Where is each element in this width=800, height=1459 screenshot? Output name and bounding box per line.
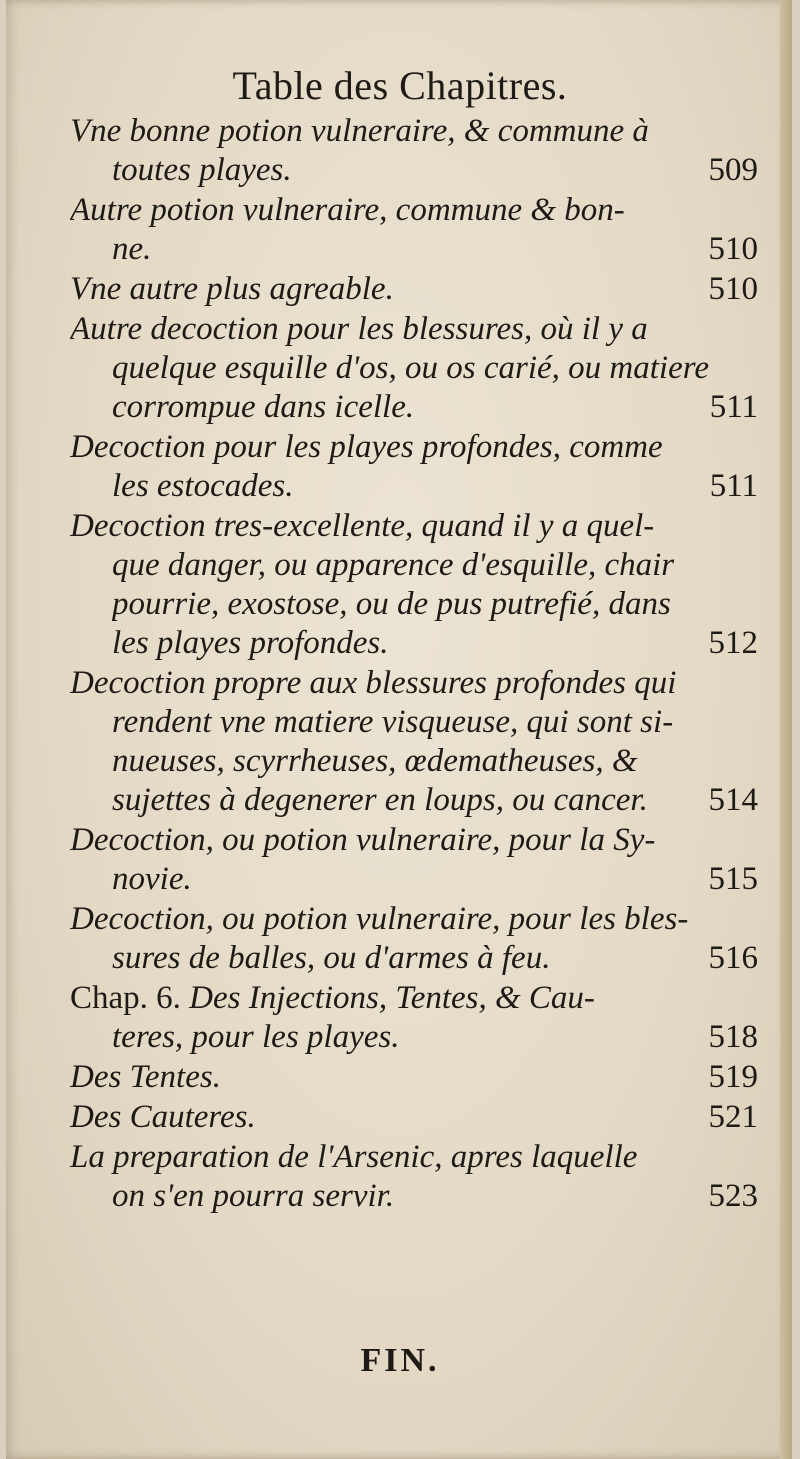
toc-entry-line <box>70 585 758 624</box>
toc-entry-line <box>70 388 758 427</box>
toc-entry <box>70 1098 758 1137</box>
page-number: 510 <box>708 231 758 267</box>
toc-entry-line <box>70 664 758 703</box>
page-number: 518 <box>708 1019 758 1055</box>
toc-entry-line <box>70 1018 758 1057</box>
toc-entry-line <box>70 467 758 506</box>
toc-entry-text: novie. <box>112 861 192 897</box>
toc-entry-text: les estocades. <box>112 468 294 504</box>
toc-entry-line <box>70 191 758 230</box>
toc-entry-line <box>70 546 758 585</box>
toc-entry-line <box>70 151 758 190</box>
toc-entry-line <box>70 979 758 1018</box>
toc-entry-line <box>70 349 758 388</box>
toc-entry-text: teres, pour les playes. <box>112 1019 400 1055</box>
toc-entry-text: Vne autre plus agreable. <box>70 271 394 307</box>
toc-entry-line <box>70 821 758 860</box>
toc-entry <box>70 821 758 899</box>
page-number: 523 <box>708 1178 758 1214</box>
toc-entry-text: Decoction pour les playes profondes, comme <box>70 429 663 465</box>
toc-entry-text: Autre potion vulneraire, commune & bon- <box>70 192 625 228</box>
toc-entry-text: Des Cauteres. <box>70 1099 256 1135</box>
page-number: 510 <box>708 271 758 307</box>
toc-entry-text: les playes profondes. <box>112 625 389 661</box>
toc-entry-text: on s'en pourra servir. <box>112 1178 395 1214</box>
toc-entry-line <box>70 507 758 546</box>
page-number: 509 <box>708 152 758 188</box>
page-number: 514 <box>708 782 758 818</box>
toc-entry-line <box>70 742 758 781</box>
toc-entry-text: Autre decoction pour les blessures, où il y a <box>70 311 648 347</box>
toc-entry-text: La preparation de l'Arsenic, apres laquelle <box>70 1139 638 1175</box>
toc-entry <box>70 112 758 190</box>
toc-entry-text: Des Tentes. <box>70 1059 221 1095</box>
toc-entry-text: sujettes à degenerer en loups, ou cancer. <box>112 782 648 818</box>
toc-entry-text: toutes playes. <box>112 152 292 188</box>
toc-entry-text: Decoction, ou potion vulneraire, pour la Sy- <box>70 822 656 858</box>
toc-entry-text: Vne bonne potion vulneraire, & commune à <box>70 113 649 149</box>
end-mark: FIN. <box>360 1342 440 1379</box>
chapter-title: Des Injections, Tentes, & Cau- <box>189 980 595 1016</box>
toc-entry-line <box>70 860 758 899</box>
page-edge <box>780 0 792 1459</box>
toc-entry-line <box>70 703 758 742</box>
toc-entry-line <box>70 230 758 269</box>
toc-entry-text: Decoction, ou potion vulneraire, pour les bles- <box>70 901 689 937</box>
toc-entry <box>70 1138 758 1216</box>
toc-entry-text <box>70 979 758 1018</box>
toc-entry-text: corrompue dans icelle. <box>112 389 415 425</box>
toc-entry-text: quelque esquille d'os, ou os carié, ou matiere <box>112 350 709 386</box>
toc-entry <box>70 310 758 427</box>
table-of-contents <box>70 112 758 1217</box>
page-number: 515 <box>708 861 758 897</box>
toc-entry-line <box>70 1138 758 1177</box>
running-header: Table des Chapitres. <box>232 63 568 108</box>
toc-entry <box>70 900 758 978</box>
toc-entry-text: sures de balles, ou d'armes à feu. <box>112 940 551 976</box>
toc-entry <box>70 979 758 1057</box>
toc-entry-line <box>70 781 758 820</box>
toc-entry-line <box>70 939 758 978</box>
toc-entry-text: Decoction tres-excellente, quand il y a quel- <box>70 508 655 544</box>
toc-entry-line <box>70 624 758 663</box>
toc-entry <box>70 191 758 269</box>
toc-entry-text: rendent vne matiere visqueuse, qui sont si- <box>112 704 674 740</box>
page-number: 519 <box>708 1059 758 1095</box>
toc-entry-text: nueuses, scyrrheuses, œdematheuses, & <box>112 743 638 779</box>
toc-entry <box>70 428 758 506</box>
toc-entry-text: Decoction propre aux blessures profondes qui <box>70 665 677 701</box>
page-number: 511 <box>709 468 758 504</box>
page-number: 521 <box>708 1099 758 1135</box>
toc-entry-text: que danger, ou apparence d'esquille, chair <box>112 547 675 583</box>
toc-entry-line <box>70 1177 758 1216</box>
toc-entry-line <box>70 1058 758 1097</box>
toc-entry-line <box>70 428 758 467</box>
toc-entry-text: ne. <box>112 231 152 267</box>
page-number: 512 <box>708 625 758 661</box>
toc-entry <box>70 664 758 820</box>
chapter-number: Chap. 6. <box>70 980 181 1016</box>
toc-entry-line <box>70 1098 758 1137</box>
toc-entry <box>70 1058 758 1097</box>
toc-entry <box>70 507 758 663</box>
toc-entry-line <box>70 900 758 939</box>
toc-entry-line <box>70 310 758 349</box>
page-number: 511 <box>709 389 758 425</box>
toc-entry-line <box>70 112 758 151</box>
toc-entry <box>70 270 758 309</box>
toc-entry-text: pourrie, exostose, ou de pus putrefié, dans <box>112 586 671 622</box>
page-number: 516 <box>708 940 758 976</box>
toc-entry-line <box>70 270 758 309</box>
